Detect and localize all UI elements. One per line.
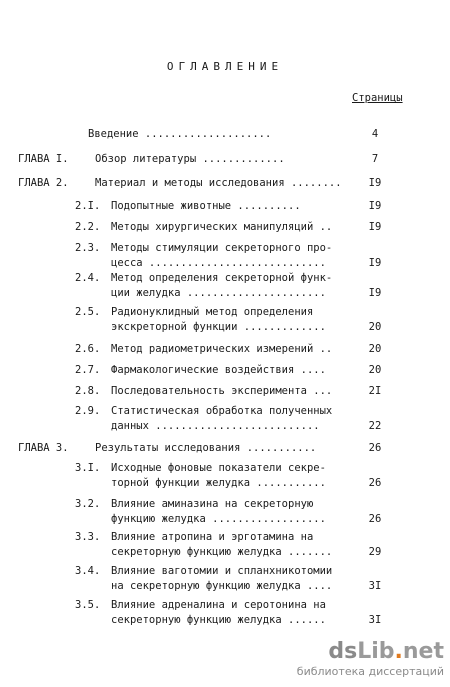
toc-entry-number: 2.3. <box>75 242 101 254</box>
toc-entry-text: цесса ............................ <box>111 257 326 269</box>
toc-entry-number: 2.6. <box>75 343 101 355</box>
toc-entry-text: секреторную функцию желудка ...... <box>111 614 326 626</box>
watermark-logo: dsLib.net <box>328 639 444 664</box>
toc-entry-text: секреторную функцию желудка ....... <box>111 546 333 558</box>
toc-entry-text: экскреторной функции ............. <box>111 321 326 333</box>
watermark-subtitle: библиотека диссертаций <box>296 665 444 678</box>
toc-page-number: 20 <box>368 343 382 355</box>
toc-entry-text: Последовательность эксперимента ... <box>111 385 333 397</box>
toc-entry-text: данных .......................... <box>111 420 320 432</box>
toc-page-number: I9 <box>368 287 382 299</box>
toc-entry-text: Фармакологические воздействия .... <box>111 364 326 376</box>
toc-entry-text: Результаты исследования ........... <box>95 442 317 454</box>
toc-entry-number: 3.5. <box>75 599 101 611</box>
toc-page-number: 3I <box>368 580 382 592</box>
toc-page-number: 26 <box>368 477 382 489</box>
toc-page-number: 2I <box>368 385 382 397</box>
toc-entry-text: Методы хирургических манипуляций .. <box>111 221 333 233</box>
toc-entry-number: ГЛАВА 2. <box>18 177 69 189</box>
toc-entry-number: 3.3. <box>75 531 101 543</box>
toc-page-number: 20 <box>368 364 382 376</box>
toc-entry-text: на секреторную функцию желудка .... <box>111 580 333 592</box>
toc-entry-number: 2.7. <box>75 364 101 376</box>
toc-entry-number: 2.2. <box>75 221 101 233</box>
toc-entry-number: 3.I. <box>75 462 101 474</box>
toc-page-number: 22 <box>368 420 382 432</box>
toc-entry-text: торной функции желудка ........... <box>111 477 326 489</box>
toc-entry-text: Влияние ваготомии и спланхникотомии <box>111 565 333 577</box>
toc-page-number: 3I <box>368 614 382 626</box>
toc-entry-text: Введение .................... <box>88 128 272 140</box>
toc-page-number: 26 <box>368 442 382 454</box>
toc-page-number: 29 <box>368 546 382 558</box>
toc-entry-number: 3.2. <box>75 498 101 510</box>
toc-page-number: 20 <box>368 321 382 333</box>
toc-page-number: I9 <box>368 257 382 269</box>
toc-entry-number: 2.9. <box>75 405 101 417</box>
toc-entry-text: Обзор литературы ............. <box>95 153 285 165</box>
toc-entry-text: Подопытные животные .......... <box>111 200 301 212</box>
toc-page-number: 4 <box>371 128 379 140</box>
toc-page-number: 26 <box>368 513 382 525</box>
toc-entry-number: 2.4. <box>75 272 101 284</box>
toc-entry-number: 2.I. <box>75 200 101 212</box>
toc-title: ОГЛАВЛЕНИЕ <box>166 60 284 73</box>
toc-entry-text: функцию желудка .................. <box>111 513 326 525</box>
toc-entry-text: Влияние аминазина на секреторную <box>111 498 314 510</box>
toc-entry-text: Материал и методы исследования ........ <box>95 177 342 189</box>
dslib-watermark <box>297 641 444 678</box>
toc-entry-number: 3.4. <box>75 565 101 577</box>
toc-entry-text: Метод радиометрических измерений .. <box>111 343 333 355</box>
toc-entry-number: ГЛАВА 3. <box>18 442 69 454</box>
toc-entry-text: Влияние адреналина и серотонина на <box>111 599 326 611</box>
toc-entry-text: Методы стимуляции секреторного про- <box>111 242 333 254</box>
toc-entry-text: Радионуклидный метод определения <box>111 306 314 318</box>
toc-entry-text: Статистическая обработка полученных <box>111 405 333 417</box>
toc-page-number: I9 <box>368 221 382 233</box>
toc-entry-number: ГЛАВА I. <box>18 153 69 165</box>
toc-entry-text: Влияние атропина и эрготамина на <box>111 531 314 543</box>
toc-page-number: 7 <box>371 153 379 165</box>
toc-entry-text: Метод определения секреторной функ- <box>111 272 333 284</box>
toc-entry-number: 2.5. <box>75 306 101 318</box>
toc-entry-number: 2.8. <box>75 385 101 397</box>
toc-page-number: I9 <box>368 200 382 212</box>
toc-entry-text: Исходные фоновые показатели секре- <box>111 462 326 474</box>
toc-page-number: I9 <box>368 177 382 189</box>
toc-entry-text: ции желудка ...................... <box>111 287 326 299</box>
pages-column-label: Страницы <box>352 92 403 104</box>
